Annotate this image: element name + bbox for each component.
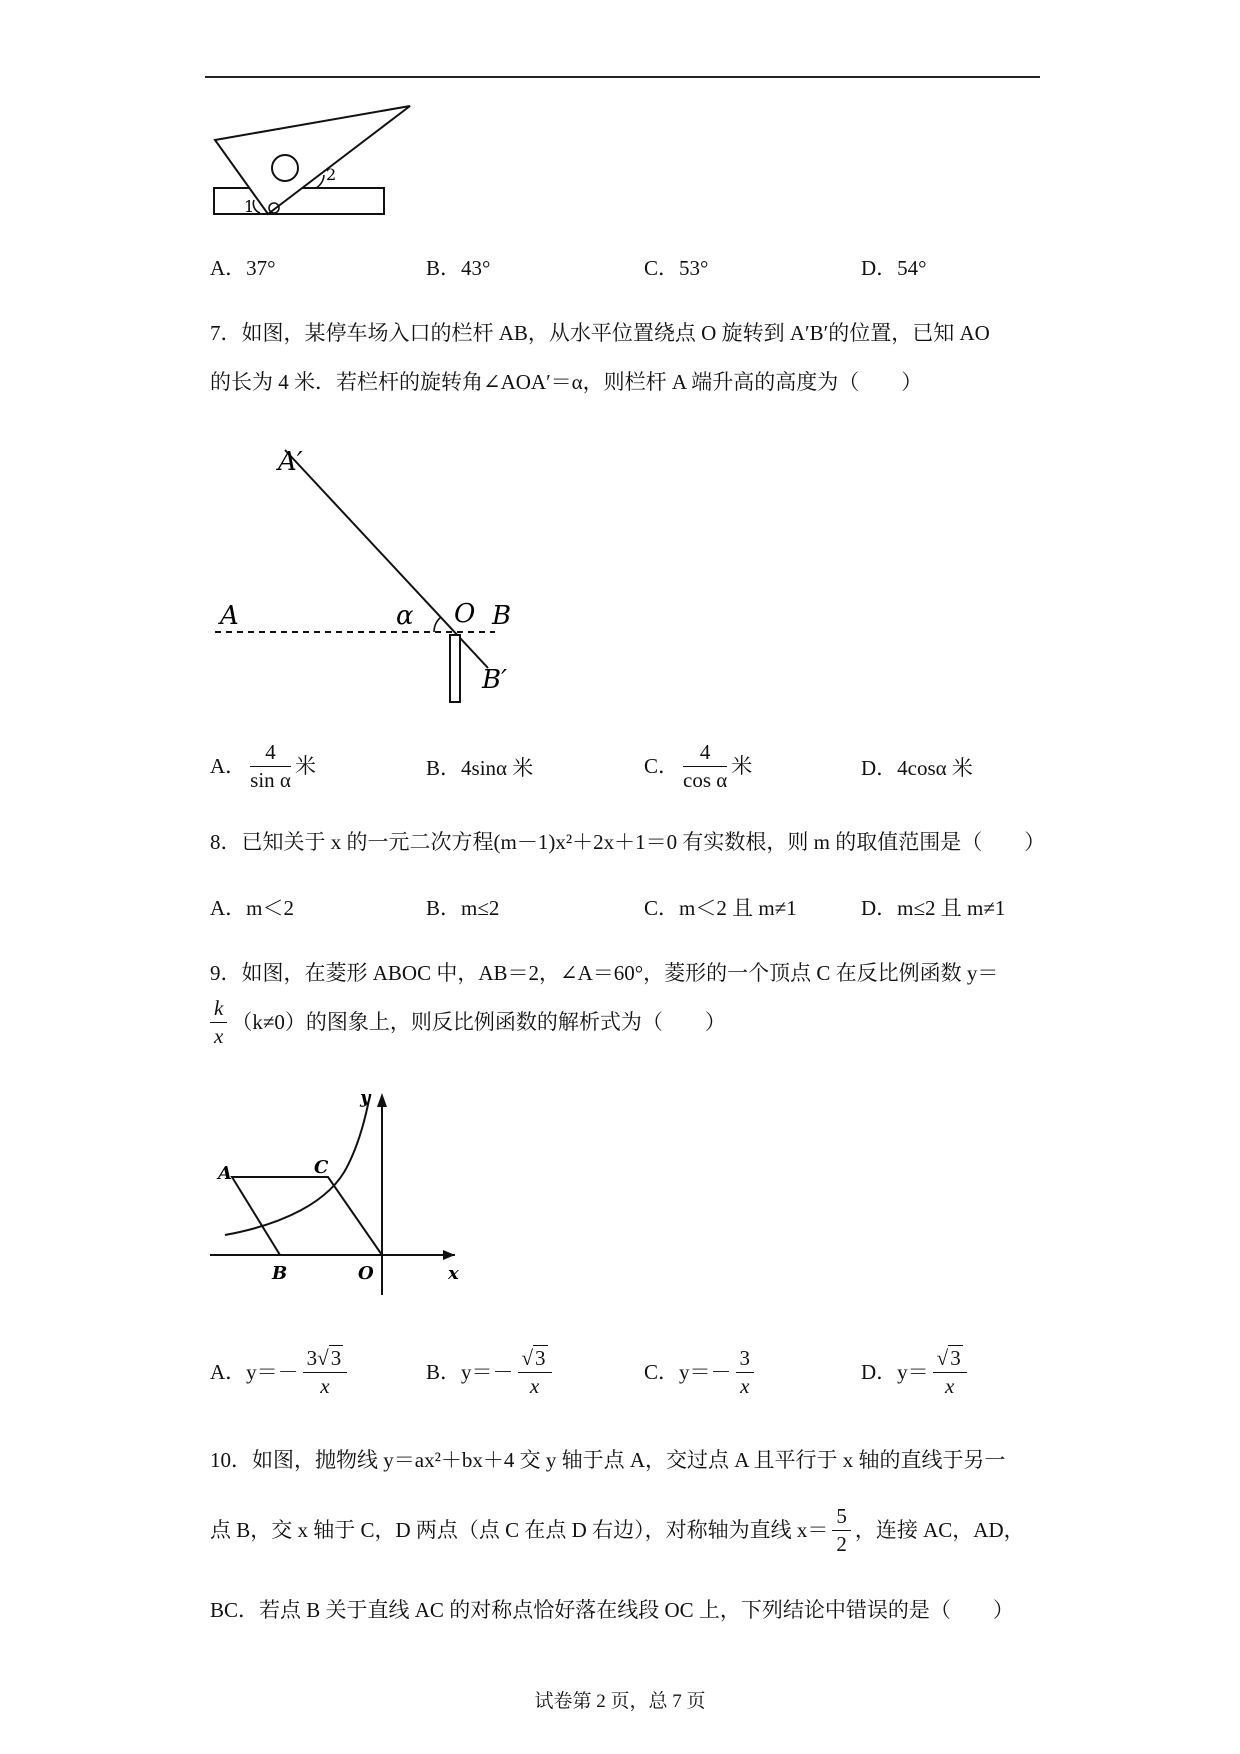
q8-option-d[interactable]: D．m≤2 且 m≠1 xyxy=(861,896,1006,920)
q10-five-halves: $\frac{5}{2}$ xyxy=(832,1506,851,1555)
q7-option-c[interactable]: C． $\frac{4}{\text{cos α}}$ 米 xyxy=(644,740,753,792)
q7-figure xyxy=(210,430,530,705)
q7-label-alpha: α xyxy=(396,601,414,631)
header-rule xyxy=(205,76,1040,78)
q7-label-o: O xyxy=(454,599,476,629)
q6-label-1: 1 xyxy=(244,197,255,216)
q9-stem-line-2: $\frac{k}{x}$ （k≠0）的图象上，则反比例函数的解析式为（ ） xyxy=(210,998,726,1047)
q7-option-c-fraction: $\frac{4}{\text{cos α}}$ xyxy=(683,740,728,792)
q7-stem-line-2: 的长为 4 米．若栏杆的旋转角∠AOA′＝α，则栏杆 A 端升高的高度为（ ） xyxy=(210,370,923,394)
q9-figure xyxy=(210,1085,470,1300)
q8-option-c[interactable]: C．m＜2 且 m≠1 xyxy=(644,896,797,920)
q9-stem-line-1: 9．如图，在菱形 ABOC 中，AB＝2，∠A＝60°，菱形的一个顶点 C 在反比例函数 y＝ xyxy=(210,961,999,985)
q10-stem-line-2: 点 B，交 x 轴于 C，D 两点（点 C 在点 D 右边），对称轴为直线 x＝ $\frac{5}{2}$ ，连接 AC，AD， xyxy=(210,1504,1025,1556)
q9-label-o: O xyxy=(358,1263,374,1284)
q6-option-c[interactable]: C．53° xyxy=(644,256,709,280)
q10-stem-line-3: BC．若点 B 关于直线 AC 的对称点恰好落在线段 OC 上，下列结论中错误的是（ ） xyxy=(210,1598,1014,1622)
q7-option-a[interactable]: A． $\frac{4}{\text{sin α}}$ 米 xyxy=(210,740,316,792)
q9-option-b-fraction: $\frac{√3}{x}$ xyxy=(518,1348,552,1397)
q7-option-a-fraction: $\frac{4}{\text{sin α}}$ xyxy=(250,740,291,792)
q9-label-x: x xyxy=(448,1263,459,1284)
q8-stem: 8．已知关于 x 的一元二次方程(m－1)x²＋2x＋1＝0 有实数根，则 m 的取值范围是（ ） xyxy=(210,830,1046,854)
q7-label-b-prime: B′ xyxy=(482,665,508,695)
q10-stem-line-1: 10．如图，抛物线 y＝ax²＋bx＋4 交 y 轴于点 A，交过点 A 且平行于 x 轴的直线于另一 xyxy=(210,1448,1006,1472)
q7-label-a: A xyxy=(220,601,239,631)
q7-stem-line-1: 7．如图，某停车场入口的栏杆 AB，从水平位置绕点 O 旋转到 A′B′的位置，已知 AO xyxy=(210,321,990,345)
page-footer: 试卷第 2 页，总 7 页 xyxy=(534,1691,706,1712)
q9-option-c-fraction: $\frac{3}{x}$ xyxy=(736,1348,755,1397)
q9-option-c[interactable]: C．y＝－ $\frac{3}{x}$ xyxy=(644,1348,758,1397)
q9-label-y: y xyxy=(360,1087,371,1108)
q9-option-b[interactable]: B．y＝－ $\frac{√3}{x}$ xyxy=(426,1348,556,1397)
q9-label-a: A xyxy=(218,1163,232,1184)
q6-label-2: 2 xyxy=(326,165,337,184)
q7-option-b[interactable]: B．4sinα 米 xyxy=(426,756,534,780)
q9-option-d-fraction: $\frac{√3}{x}$ xyxy=(933,1348,967,1397)
q9-k-over-x: $\frac{k}{x}$ xyxy=(210,998,227,1047)
q6-option-d[interactable]: D．54° xyxy=(861,256,927,280)
q6-option-b[interactable]: B．43° xyxy=(426,256,491,280)
q8-option-b[interactable]: B．m≤2 xyxy=(426,896,500,920)
q8-option-a[interactable]: A．m＜2 xyxy=(210,896,295,920)
q7-label-a-prime: A′ xyxy=(278,447,303,477)
q9-option-a[interactable]: A．y＝－ $\frac{3√3}{x}$ xyxy=(210,1348,351,1397)
q9-label-b: B xyxy=(272,1263,288,1284)
q6-figure xyxy=(210,100,425,220)
q9-option-a-fraction: $\frac{3√3}{x}$ xyxy=(303,1348,348,1397)
q9-option-d[interactable]: D．y＝ $\frac{√3}{x}$ xyxy=(861,1348,971,1397)
q7-option-d[interactable]: D．4cosα 米 xyxy=(861,756,973,780)
q6-option-a[interactable]: A．37° xyxy=(210,256,276,280)
q7-label-b: B xyxy=(492,601,512,631)
q9-label-c: C xyxy=(314,1157,329,1178)
